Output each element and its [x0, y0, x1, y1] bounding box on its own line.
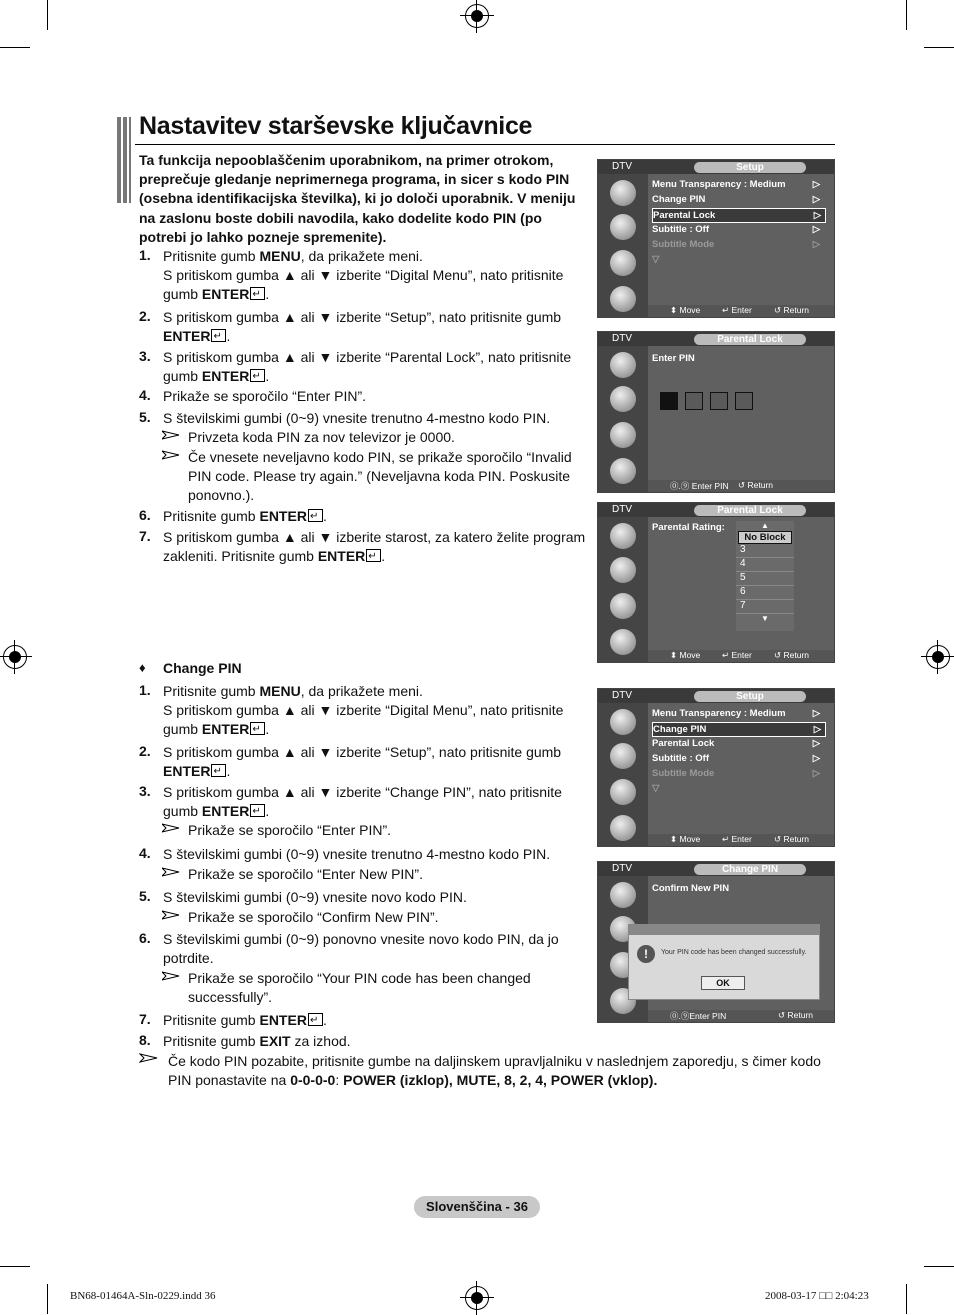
step-number: 4.: [139, 845, 151, 861]
rating-option[interactable]: 4: [736, 558, 794, 572]
screen-footer: ⓪.⑨ Enter PIN ↺ Return: [648, 480, 834, 492]
step-text: S pritiskom gumba ▲ ali ▼ izberite “Setup”, nato pritisnite gumb ENTER↵ .: [163, 308, 588, 346]
step-number: 2.: [139, 308, 151, 324]
intro-text: Ta funkcija nepooblaščenim uporabnikom, na primer otrokom, preprečuje gledanje neprimernega programa, in sicer s kodo PIN (osebna identifikacijska številka), ki jo določi uporabnik. V meniju na zaslonu boste dobili navodila, kako dodelite kodo PIN (po potrebi jo lahko pozneje spremenite).: [139, 152, 576, 245]
crop-mark: [0, 47, 30, 48]
dialog-titlebar: [629, 925, 819, 935]
step-number: 1.: [139, 247, 151, 263]
input-icon: [610, 458, 636, 484]
dtv-label: DTV: [612, 863, 632, 874]
step-number: 3.: [139, 783, 151, 799]
screen-footer: ⬍ Move ↵ Enter ↺ Return: [648, 650, 834, 662]
step-text: Pritisnite gumb EXIT za izhod.: [163, 1033, 351, 1049]
channel-icon: [610, 709, 636, 735]
menu-row: Menu Transparency : Medium ▷: [652, 179, 820, 190]
rating-option[interactable]: 5: [736, 572, 794, 586]
tv-screen-parental-rating: [597, 502, 835, 663]
crop-mark: [47, 0, 48, 30]
step-number: 7.: [139, 1011, 151, 1027]
guide-icon: [610, 743, 636, 769]
tab-parental-lock: Parental Lock: [694, 505, 806, 516]
note-text: Privzeta koda PIN za nov televizor je 0000.: [188, 429, 455, 445]
scroll-down-icon: ▽: [652, 783, 660, 794]
menu-sidebar: [598, 703, 648, 846]
rating-option[interactable]: 6: [736, 586, 794, 600]
crop-mark: [906, 1284, 907, 1314]
note-arrow-icon: [162, 910, 180, 920]
setup-gear-icon: [610, 593, 636, 619]
info-icon: !: [637, 945, 655, 963]
scroll-down-icon[interactable]: ▼: [761, 614, 769, 623]
menu-row: Subtitle Mode ▷: [652, 239, 820, 250]
final-note: Če kodo PIN pozabite, pritisnite gumbe na daljinskem upravljalniku v naslednjem zaporedju, s čimer kodo PIN ponastavite na 0-0-0-0: POWER (izklop), MUTE, 8, 2, 4, POWER (vklop).: [168, 1053, 821, 1089]
parental-rating-label: Parental Rating:: [652, 522, 725, 533]
tv-screen-setup-change-pin: [597, 688, 835, 847]
dtv-label: DTV: [612, 504, 632, 515]
enter-icon: [308, 1013, 323, 1026]
tv-screen-change-pin: [597, 861, 835, 1023]
step-text: Pritisnite gumb MENU, da prikažete meni. S pritiskom gumba ▲ ali ▼ izberite “Digital Menu”, nato pritisnite gumb ENTER↵ .: [163, 682, 588, 740]
setup-gear-icon: [610, 779, 636, 805]
confirm-new-pin-label: Confirm New PIN: [652, 883, 730, 894]
step-number: 1.: [139, 682, 151, 698]
registration-mark-icon: [465, 1286, 489, 1310]
dtv-label: DTV: [612, 333, 632, 344]
screen-footer: ⬍ Move ↵ Enter ↺ Return: [648, 305, 834, 317]
crop-mark: [47, 1284, 48, 1314]
menu-row: Parental Lock ▷: [652, 738, 820, 749]
step-number: 5.: [139, 888, 151, 904]
menu-row: Menu Transparency : Medium ▷: [652, 708, 820, 719]
pin-digit-box[interactable]: [735, 392, 753, 410]
enter-icon: [308, 509, 323, 522]
registration-mark-icon: [465, 4, 489, 28]
pin-digit-box[interactable]: [660, 392, 678, 410]
menu-sidebar: [598, 174, 648, 317]
rating-option-selected[interactable]: No Block: [738, 531, 792, 544]
step-number: 6.: [139, 930, 151, 946]
note-arrow-icon: [162, 450, 180, 460]
crop-mark: [906, 0, 907, 30]
page-title: Nastavitev starševske ključavnice: [139, 112, 533, 140]
page-number: Slovenščina - 36: [414, 1196, 540, 1218]
rating-list[interactable]: [736, 521, 794, 631]
note-arrow-icon: [162, 430, 180, 440]
enter-icon: [250, 369, 265, 382]
note-arrow-icon: [162, 971, 180, 981]
input-icon: [610, 815, 636, 841]
section-heading: Change PIN: [163, 660, 242, 676]
input-icon: [610, 629, 636, 655]
step-text: S številskimi gumbi (0~9) vnesite trenutno 4-mestno kodo PIN.: [163, 410, 551, 426]
menu-row-selected: Parental Lock ▷: [652, 208, 826, 223]
step-number: 7.: [139, 528, 151, 544]
enter-pin-label: Enter PIN: [652, 353, 695, 364]
channel-icon: [610, 180, 636, 206]
title-rule: [135, 144, 835, 145]
step-text: Pritisnite gumb ENTER↵ .: [163, 507, 588, 526]
menu-row: Subtitle : Off ▷: [652, 753, 820, 764]
success-dialog: [628, 924, 820, 1000]
setup-gear-icon: [610, 250, 636, 276]
dtv-label: DTV: [612, 690, 632, 701]
channel-icon: [610, 352, 636, 378]
tab-parental-lock: Parental Lock: [694, 334, 806, 345]
step-text: Pritisnite gumb ENTER↵ .: [163, 1011, 588, 1030]
menu-row-selected: Change PIN ▷: [652, 722, 826, 737]
note-arrow-icon: [139, 1053, 159, 1063]
step-text: S številskimi gumbi (0~9) vnesite trenutno 4-mestno kodo PIN.: [163, 846, 551, 862]
tab-setup: Setup: [694, 162, 806, 173]
step-number: 5.: [139, 409, 151, 425]
step-number: 3.: [139, 348, 151, 364]
guide-icon: [610, 214, 636, 240]
step-text: Prikaže se sporočilo “Enter PIN”.: [163, 388, 367, 404]
menu-row: Subtitle Mode ▷: [652, 768, 820, 779]
menu-sidebar: [598, 346, 648, 492]
note-text: Prikaže se sporočilo “Enter New PIN”.: [188, 866, 423, 882]
step-text: S pritiskom gumba ▲ ali ▼ izberite starost, za katero želite program zakleniti. Pritisnite gumb ENTER↵ .: [163, 528, 588, 566]
step-text: S pritiskom gumba ▲ ali ▼ izberite “Change PIN”, nato pritisnite gumb ENTER↵ .: [163, 783, 588, 821]
dtv-label: DTV: [612, 161, 632, 172]
rating-option[interactable]: 7: [736, 600, 794, 614]
step-text: S pritiskom gumba ▲ ali ▼ izberite “Setup”, nato pritisnite gumb ENTER↵ .: [163, 743, 588, 781]
pin-digit-box[interactable]: [685, 392, 703, 410]
screen-footer: ⬍ Move ↵ Enter ↺ Return: [648, 834, 834, 846]
note-text: Prikaže se sporočilo “Your PIN code has been changed successfully”.: [188, 970, 531, 1006]
menu-row: Change PIN ▷: [652, 194, 820, 205]
crop-mark: [0, 1266, 30, 1267]
menu-row: Subtitle : Off ▷: [652, 224, 820, 235]
slug-filename: BN68-01464A-Sln-0229.indd 36: [70, 1290, 216, 1302]
slug-timestamp: 2008-03-17 □□ 2:04:23: [765, 1290, 869, 1302]
scroll-down-icon: ▽: [652, 254, 660, 265]
screen-footer: ⓪.⑨Enter PIN ↺ Return: [648, 1010, 834, 1022]
registration-mark-icon: [3, 645, 27, 669]
tab-setup: Setup: [694, 691, 806, 702]
note-arrow-icon: [162, 823, 180, 833]
enter-icon: [211, 329, 226, 342]
note-text: Prikaže se sporočilo “Confirm New PIN”.: [188, 909, 439, 925]
guide-icon: [610, 386, 636, 412]
note-arrow-icon: [162, 867, 180, 877]
setup-gear-icon: [610, 422, 636, 448]
note-text: Prikaže se sporočilo “Enter PIN”.: [188, 822, 392, 838]
note-text: Če vnesete neveljavno kodo PIN, se prikaže sporočilo “Invalid PIN code. Please try again.” (Neveljavna koda PIN. Poskusite ponovno.).: [188, 449, 572, 504]
step-number: 2.: [139, 743, 151, 759]
guide-icon: [610, 557, 636, 583]
enter-icon: [211, 764, 226, 777]
registration-mark-icon: [926, 645, 950, 669]
menu-sidebar: [598, 517, 648, 662]
step-text: S pritiskom gumba ▲ ali ▼ izberite “Parental Lock”, nato pritisnite gumb ENTER↵ .: [163, 348, 588, 386]
crop-mark: [924, 47, 954, 48]
enter-icon: [250, 804, 265, 817]
ok-button[interactable]: OK: [701, 976, 745, 990]
tv-screen-enter-pin: [597, 331, 835, 493]
bullet-icon: ♦: [139, 660, 146, 675]
input-icon: [610, 286, 636, 312]
channel-icon: [610, 882, 636, 908]
rating-option[interactable]: 3: [736, 544, 794, 558]
tab-change-pin: Change PIN: [694, 864, 806, 875]
enter-icon: [366, 549, 381, 562]
tv-screen-setup: [597, 159, 835, 318]
step-number: 6.: [139, 507, 151, 523]
step-text: Pritisnite gumb MENU, da prikažete meni. S pritiskom gumba ▲ ali ▼ izberite “Digital Menu”, nato pritisnite gumb ENTER↵ .: [163, 247, 588, 305]
success-message: Your PIN code has been changed successfully.: [661, 949, 807, 956]
step-text: S številskimi gumbi (0~9) ponovno vnesite novo kodo PIN, da jo potrdite.: [163, 931, 559, 967]
pin-digit-box[interactable]: [710, 392, 728, 410]
step-text: S številskimi gumbi (0~9) vnesite novo kodo PIN.: [163, 889, 467, 905]
enter-icon: [250, 287, 265, 300]
enter-icon: [250, 722, 265, 735]
scroll-up-icon[interactable]: ▲: [761, 521, 769, 530]
step-number: 4.: [139, 387, 151, 403]
channel-icon: [610, 523, 636, 549]
crop-mark: [924, 1266, 954, 1267]
step-number: 8.: [139, 1032, 151, 1048]
